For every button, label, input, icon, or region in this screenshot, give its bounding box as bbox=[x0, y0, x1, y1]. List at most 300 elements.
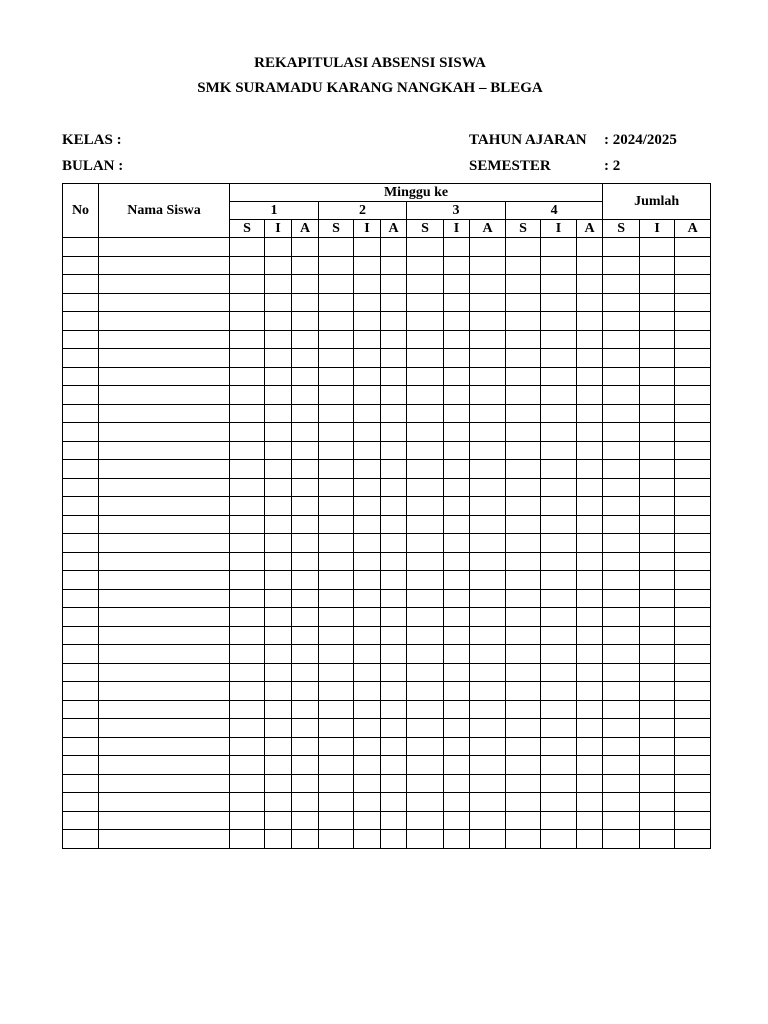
table-cell bbox=[407, 682, 444, 701]
table-cell bbox=[470, 423, 506, 442]
table-cell bbox=[63, 423, 99, 442]
table-cell bbox=[292, 349, 319, 368]
table-cell bbox=[230, 515, 265, 534]
table-cell bbox=[577, 441, 603, 460]
table-cell bbox=[640, 330, 675, 349]
table-cell bbox=[354, 256, 381, 275]
table-cell bbox=[577, 811, 603, 830]
table-cell bbox=[230, 460, 265, 479]
table-cell bbox=[603, 589, 640, 608]
table-cell bbox=[470, 608, 506, 627]
table-cell bbox=[640, 441, 675, 460]
table-cell bbox=[603, 663, 640, 682]
table-cell bbox=[640, 460, 675, 479]
table-cell bbox=[603, 238, 640, 257]
table-cell bbox=[444, 756, 470, 775]
table-cell bbox=[541, 774, 577, 793]
table-cell bbox=[319, 238, 354, 257]
table-cell bbox=[407, 700, 444, 719]
table-cell bbox=[381, 256, 407, 275]
table-cell bbox=[292, 238, 319, 257]
table-cell bbox=[541, 238, 577, 257]
table-cell bbox=[603, 719, 640, 738]
table-cell bbox=[99, 774, 230, 793]
table-cell bbox=[63, 571, 99, 590]
table-cell bbox=[230, 256, 265, 275]
table-cell bbox=[292, 700, 319, 719]
table-cell bbox=[407, 626, 444, 645]
table-cell bbox=[506, 275, 541, 294]
table-row bbox=[63, 571, 711, 590]
table-cell bbox=[444, 552, 470, 571]
table-cell bbox=[99, 682, 230, 701]
table-cell bbox=[230, 571, 265, 590]
table-cell bbox=[506, 682, 541, 701]
table-cell bbox=[444, 441, 470, 460]
jumlah-header: Jumlah bbox=[603, 184, 711, 220]
table-cell bbox=[63, 441, 99, 460]
table-cell bbox=[292, 756, 319, 775]
table-row bbox=[63, 645, 711, 664]
table-row bbox=[63, 386, 711, 405]
table-cell bbox=[265, 774, 292, 793]
table-cell bbox=[603, 497, 640, 516]
table-cell bbox=[265, 589, 292, 608]
table-cell bbox=[541, 756, 577, 775]
table-cell bbox=[230, 608, 265, 627]
table-cell bbox=[506, 737, 541, 756]
table-cell bbox=[541, 589, 577, 608]
table-cell bbox=[292, 478, 319, 497]
sub-column-header: S bbox=[230, 220, 265, 238]
table-cell bbox=[470, 830, 506, 849]
table-cell bbox=[319, 349, 354, 368]
table-cell bbox=[640, 700, 675, 719]
sub-column-header: A bbox=[675, 220, 711, 238]
table-cell bbox=[577, 830, 603, 849]
table-cell bbox=[577, 460, 603, 479]
table-cell bbox=[292, 645, 319, 664]
table-cell bbox=[444, 682, 470, 701]
table-cell bbox=[640, 774, 675, 793]
table-cell bbox=[63, 330, 99, 349]
table-cell bbox=[319, 626, 354, 645]
table-cell bbox=[603, 608, 640, 627]
table-cell bbox=[577, 312, 603, 331]
table-cell bbox=[265, 663, 292, 682]
table-cell bbox=[381, 349, 407, 368]
table-cell bbox=[470, 386, 506, 405]
table-cell bbox=[444, 700, 470, 719]
table-cell bbox=[470, 793, 506, 812]
table-cell bbox=[577, 608, 603, 627]
table-cell bbox=[265, 608, 292, 627]
table-cell bbox=[675, 645, 711, 664]
table-cell bbox=[470, 275, 506, 294]
table-cell bbox=[541, 330, 577, 349]
table-cell bbox=[541, 497, 577, 516]
table-cell bbox=[640, 256, 675, 275]
table-cell bbox=[292, 589, 319, 608]
semester-value: : 2 bbox=[604, 158, 621, 174]
table-cell bbox=[470, 756, 506, 775]
table-cell bbox=[407, 497, 444, 516]
table-cell bbox=[319, 534, 354, 553]
sub-column-header: S bbox=[603, 220, 640, 238]
table-cell bbox=[265, 423, 292, 442]
semester-label: SEMESTER bbox=[469, 158, 551, 174]
table-cell bbox=[603, 515, 640, 534]
sub-column-header: A bbox=[381, 220, 407, 238]
table-cell bbox=[230, 293, 265, 312]
table-cell bbox=[470, 663, 506, 682]
table-cell bbox=[292, 552, 319, 571]
table-cell bbox=[381, 515, 407, 534]
table-cell bbox=[265, 793, 292, 812]
week-header: 3 bbox=[407, 202, 506, 220]
table-cell bbox=[381, 534, 407, 553]
table-cell bbox=[292, 682, 319, 701]
table-cell bbox=[407, 756, 444, 775]
table-cell bbox=[675, 349, 711, 368]
table-cell bbox=[63, 830, 99, 849]
table-row bbox=[63, 367, 711, 386]
table-cell bbox=[444, 349, 470, 368]
table-cell bbox=[63, 626, 99, 645]
table-cell bbox=[354, 571, 381, 590]
table-cell bbox=[230, 663, 265, 682]
table-cell bbox=[603, 756, 640, 775]
table-cell bbox=[470, 497, 506, 516]
table-row bbox=[63, 626, 711, 645]
table-cell bbox=[506, 478, 541, 497]
table-cell bbox=[63, 589, 99, 608]
table-cell bbox=[640, 404, 675, 423]
table-cell bbox=[99, 293, 230, 312]
table-cell bbox=[470, 552, 506, 571]
table-cell bbox=[265, 238, 292, 257]
table-cell bbox=[99, 386, 230, 405]
table-cell bbox=[577, 515, 603, 534]
table-cell bbox=[292, 534, 319, 553]
table-cell bbox=[381, 719, 407, 738]
table-cell bbox=[675, 682, 711, 701]
table-cell bbox=[603, 700, 640, 719]
tahun-ajaran-value: : 2024/2025 bbox=[604, 132, 677, 148]
table-cell bbox=[675, 478, 711, 497]
table-row bbox=[63, 349, 711, 368]
sub-column-header: I bbox=[640, 220, 675, 238]
table-cell bbox=[407, 719, 444, 738]
table-cell bbox=[319, 497, 354, 516]
table-cell bbox=[603, 682, 640, 701]
table-cell bbox=[577, 330, 603, 349]
table-cell bbox=[381, 645, 407, 664]
table-cell bbox=[603, 793, 640, 812]
table-cell bbox=[640, 737, 675, 756]
table-row bbox=[63, 441, 711, 460]
table-cell bbox=[640, 275, 675, 294]
table-cell bbox=[99, 441, 230, 460]
table-cell bbox=[265, 441, 292, 460]
table-cell bbox=[577, 626, 603, 645]
table-row bbox=[63, 312, 711, 331]
table-cell bbox=[675, 330, 711, 349]
table-cell bbox=[470, 626, 506, 645]
table-cell bbox=[470, 349, 506, 368]
sub-column-header: I bbox=[265, 220, 292, 238]
table-cell bbox=[292, 608, 319, 627]
table-cell bbox=[319, 811, 354, 830]
table-row bbox=[63, 515, 711, 534]
table-cell bbox=[292, 497, 319, 516]
table-cell bbox=[265, 386, 292, 405]
table-cell bbox=[99, 275, 230, 294]
table-cell bbox=[230, 238, 265, 257]
table-cell bbox=[506, 349, 541, 368]
table-cell bbox=[506, 423, 541, 442]
table-cell bbox=[444, 515, 470, 534]
table-cell bbox=[354, 275, 381, 294]
table-cell bbox=[99, 571, 230, 590]
table-cell bbox=[603, 534, 640, 553]
table-cell bbox=[63, 367, 99, 386]
table-cell bbox=[444, 478, 470, 497]
table-cell bbox=[640, 589, 675, 608]
table-cell bbox=[506, 719, 541, 738]
table-cell bbox=[407, 330, 444, 349]
table-cell bbox=[407, 663, 444, 682]
table-cell bbox=[354, 404, 381, 423]
table-cell bbox=[541, 312, 577, 331]
table-cell bbox=[63, 811, 99, 830]
table-cell bbox=[230, 682, 265, 701]
table-cell bbox=[265, 312, 292, 331]
table-cell bbox=[354, 830, 381, 849]
table-cell bbox=[292, 830, 319, 849]
table-cell bbox=[230, 793, 265, 812]
table-cell bbox=[99, 534, 230, 553]
table-cell bbox=[407, 515, 444, 534]
table-cell bbox=[319, 682, 354, 701]
table-cell bbox=[506, 534, 541, 553]
table-cell bbox=[603, 737, 640, 756]
table-cell bbox=[407, 460, 444, 479]
table-cell bbox=[407, 386, 444, 405]
table-cell bbox=[506, 608, 541, 627]
table-cell bbox=[230, 386, 265, 405]
table-cell bbox=[63, 497, 99, 516]
table-cell bbox=[506, 367, 541, 386]
table-cell bbox=[230, 719, 265, 738]
week-header: 4 bbox=[506, 202, 603, 220]
table-cell bbox=[99, 830, 230, 849]
table-cell bbox=[541, 737, 577, 756]
table-cell bbox=[506, 774, 541, 793]
table-cell bbox=[230, 737, 265, 756]
table-cell bbox=[99, 608, 230, 627]
table-cell bbox=[99, 404, 230, 423]
table-cell bbox=[577, 238, 603, 257]
table-cell bbox=[265, 737, 292, 756]
table-cell bbox=[577, 497, 603, 516]
table-cell bbox=[292, 571, 319, 590]
table-cell bbox=[541, 349, 577, 368]
table-cell bbox=[63, 552, 99, 571]
table-cell bbox=[319, 367, 354, 386]
table-cell bbox=[63, 404, 99, 423]
table-cell bbox=[506, 238, 541, 257]
table-row bbox=[63, 682, 711, 701]
table-cell bbox=[292, 386, 319, 405]
table-cell bbox=[99, 719, 230, 738]
table-cell bbox=[63, 460, 99, 479]
table-cell bbox=[319, 460, 354, 479]
table-row bbox=[63, 700, 711, 719]
table-cell bbox=[640, 367, 675, 386]
table-cell bbox=[292, 404, 319, 423]
table-cell bbox=[470, 682, 506, 701]
table-cell bbox=[319, 423, 354, 442]
table-cell bbox=[470, 404, 506, 423]
table-cell bbox=[354, 293, 381, 312]
table-cell bbox=[407, 238, 444, 257]
table-cell bbox=[63, 293, 99, 312]
table-cell bbox=[506, 830, 541, 849]
table-cell bbox=[675, 571, 711, 590]
table-cell bbox=[99, 756, 230, 775]
table-cell bbox=[319, 515, 354, 534]
table-cell bbox=[319, 256, 354, 275]
table-cell bbox=[292, 737, 319, 756]
table-cell bbox=[444, 645, 470, 664]
table-cell bbox=[577, 552, 603, 571]
table-cell bbox=[470, 330, 506, 349]
table-cell bbox=[675, 386, 711, 405]
table-cell bbox=[265, 830, 292, 849]
table-cell bbox=[265, 756, 292, 775]
table-cell bbox=[381, 793, 407, 812]
sub-column-header: S bbox=[407, 220, 444, 238]
table-cell bbox=[470, 811, 506, 830]
table-cell bbox=[640, 811, 675, 830]
table-cell bbox=[319, 552, 354, 571]
table-cell bbox=[381, 238, 407, 257]
table-cell bbox=[640, 423, 675, 442]
table-row bbox=[63, 330, 711, 349]
table-cell bbox=[506, 460, 541, 479]
table-cell bbox=[675, 275, 711, 294]
table-cell bbox=[675, 423, 711, 442]
table-cell bbox=[603, 441, 640, 460]
table-cell bbox=[541, 256, 577, 275]
table-cell bbox=[354, 608, 381, 627]
table-cell bbox=[319, 737, 354, 756]
table-cell bbox=[506, 330, 541, 349]
table-cell bbox=[354, 423, 381, 442]
table-cell bbox=[541, 830, 577, 849]
table-cell bbox=[577, 367, 603, 386]
table-cell bbox=[407, 404, 444, 423]
table-cell bbox=[63, 774, 99, 793]
table-cell bbox=[577, 793, 603, 812]
table-cell bbox=[319, 589, 354, 608]
table-cell bbox=[470, 312, 506, 331]
table-cell bbox=[319, 774, 354, 793]
table-cell bbox=[675, 497, 711, 516]
table-row bbox=[63, 756, 711, 775]
table-cell bbox=[640, 793, 675, 812]
sub-column-header: S bbox=[506, 220, 541, 238]
table-row bbox=[63, 774, 711, 793]
table-cell bbox=[506, 552, 541, 571]
table-cell bbox=[470, 293, 506, 312]
table-cell bbox=[230, 645, 265, 664]
table-cell bbox=[354, 478, 381, 497]
table-cell bbox=[99, 663, 230, 682]
table-row bbox=[63, 460, 711, 479]
table-cell bbox=[577, 700, 603, 719]
table-cell bbox=[577, 756, 603, 775]
table-cell bbox=[603, 571, 640, 590]
table-cell bbox=[407, 478, 444, 497]
table-cell bbox=[99, 700, 230, 719]
table-cell bbox=[603, 275, 640, 294]
table-cell bbox=[577, 682, 603, 701]
table-cell bbox=[444, 312, 470, 331]
table-cell bbox=[265, 811, 292, 830]
table-cell bbox=[577, 719, 603, 738]
table-cell bbox=[354, 386, 381, 405]
table-row bbox=[63, 737, 711, 756]
table-row bbox=[63, 404, 711, 423]
table-cell bbox=[319, 830, 354, 849]
table-cell bbox=[603, 552, 640, 571]
table-cell bbox=[444, 737, 470, 756]
table-cell bbox=[99, 497, 230, 516]
table-cell bbox=[675, 626, 711, 645]
table-cell bbox=[230, 478, 265, 497]
table-cell bbox=[541, 663, 577, 682]
table-cell bbox=[603, 312, 640, 331]
table-cell bbox=[354, 682, 381, 701]
table-cell bbox=[444, 811, 470, 830]
table-cell bbox=[444, 608, 470, 627]
table-cell bbox=[675, 441, 711, 460]
table-cell bbox=[265, 460, 292, 479]
table-cell bbox=[292, 367, 319, 386]
table-cell bbox=[63, 515, 99, 534]
table-cell bbox=[63, 312, 99, 331]
table-cell bbox=[265, 478, 292, 497]
table-cell bbox=[577, 275, 603, 294]
table-cell bbox=[354, 719, 381, 738]
table-cell bbox=[675, 404, 711, 423]
table-cell bbox=[354, 534, 381, 553]
table-cell bbox=[381, 460, 407, 479]
table-cell bbox=[265, 515, 292, 534]
table-cell bbox=[541, 423, 577, 442]
table-cell bbox=[506, 793, 541, 812]
table-cell bbox=[265, 349, 292, 368]
table-cell bbox=[292, 441, 319, 460]
table-cell bbox=[675, 663, 711, 682]
table-cell bbox=[577, 737, 603, 756]
table-cell bbox=[99, 515, 230, 534]
nama-siswa-header: Nama Siswa bbox=[99, 184, 230, 238]
table-cell bbox=[470, 460, 506, 479]
table-cell bbox=[265, 571, 292, 590]
